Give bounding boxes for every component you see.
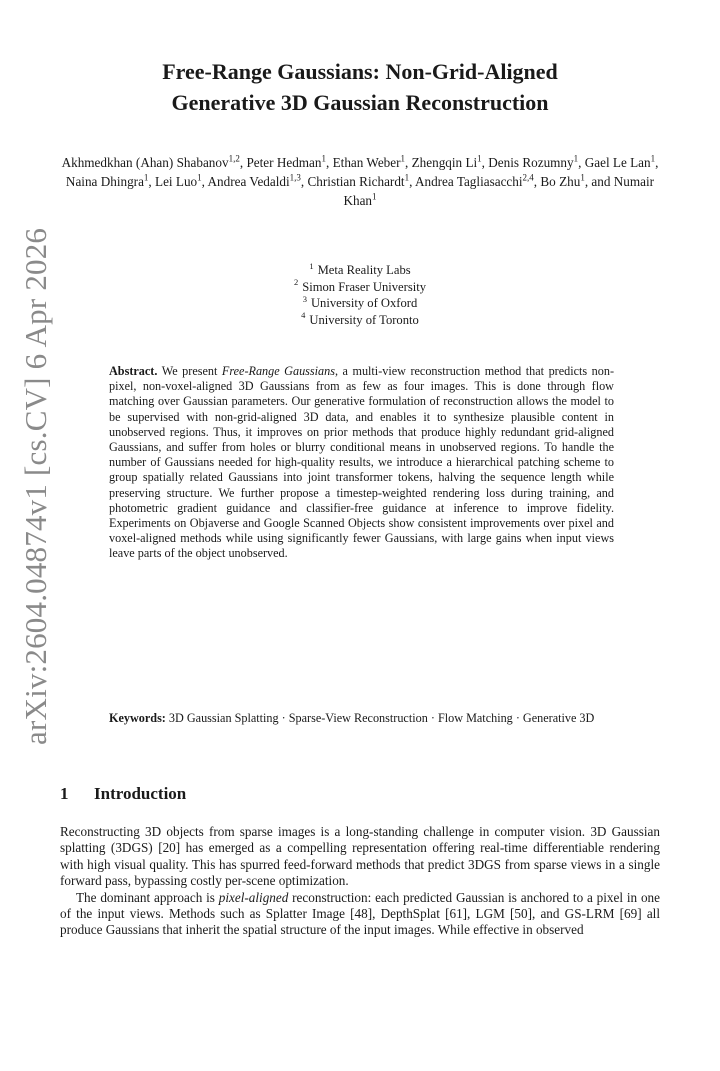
abstract-lead: We present bbox=[161, 364, 218, 378]
keywords-text: 3D Gaussian Splatting · Sparse-View Reconstruction · Flow Matching · Generative 3D bbox=[168, 711, 595, 725]
author-name: Christian Richardt bbox=[307, 174, 405, 189]
abstract-method-name: Free-Range Gaussians bbox=[221, 364, 335, 378]
author-affiliation-mark: 1 bbox=[404, 172, 410, 183]
author-name: Zhengqin Li bbox=[411, 155, 478, 170]
author-affiliation-mark: 1 bbox=[400, 153, 406, 164]
abstract-label: Abstract. bbox=[109, 364, 158, 378]
keywords-label: Keywords: bbox=[109, 711, 166, 725]
author-name: Gael Le Lan bbox=[584, 155, 651, 170]
intro-paragraph-2 bbox=[60, 890, 660, 939]
affiliation-number: 3 bbox=[302, 293, 307, 304]
section-number: 1 bbox=[60, 784, 69, 803]
author-list: Akhmedkhan (Ahan) Shabanov$^{1,2}$, Peter Hedman$^1$, Ethan Weber$^1$, Zhengqin Li$^1$, Denis Rozumny$^1$, Gael Le Lan$^1$, Naina Dhingra$^1$, Lei Luo$^1$, Andrea Vedaldi$^{1,3}$, Christian Richardt$^1$, Andrea Tagliasacchi$^{2,4}$, Bo Zhu$^1$, and Numair Khan$^1$ bbox=[61, 153, 659, 208]
intro-paragraph-1: Reconstructing 3D objects from sparse images is a long-standing challenge in computer vision. 3D Gaussian splatting (3DGS) [20] has emerged as a compelling representation offering real-time differentiable rendering with high visual quality. This has spurred feed-forward methods that predict 3DGS from sparse views in a single forward pass, bypassing costly per-scene optimization. bbox=[60, 824, 660, 889]
section-title: Introduction bbox=[94, 784, 187, 803]
author-affiliation-mark: 1 bbox=[197, 172, 202, 183]
intro-p2-emphasis: pixel-aligned bbox=[218, 889, 289, 905]
author-name: Andrea Vedaldi bbox=[207, 174, 290, 189]
affiliation-number: 4 bbox=[301, 310, 306, 321]
author-affiliation-mark: 1 bbox=[143, 172, 149, 183]
author-affiliation-mark: 1 bbox=[650, 153, 656, 164]
keywords bbox=[109, 711, 614, 726]
arxiv-identifier-stamp: arXiv:2604.04874v1 [cs.CV] 6 Apr 2026 bbox=[18, 227, 53, 745]
paper-title-line-1: Free-Range Gaussians: Non-Grid-Aligned bbox=[162, 59, 558, 84]
author-name: Peter Hedman bbox=[246, 155, 322, 170]
author-name: Akhmedkhan (Ahan) Shabanov bbox=[61, 155, 229, 170]
affiliation-row bbox=[160, 312, 560, 329]
affiliation-number: 1 bbox=[309, 260, 314, 271]
affiliation-row bbox=[160, 262, 560, 279]
author-affiliation-mark: 1 bbox=[580, 172, 585, 183]
affiliation-row bbox=[160, 295, 560, 312]
affiliation-name: Simon Fraser University bbox=[302, 279, 427, 294]
author-name: Naina Dhingra bbox=[65, 174, 144, 189]
affiliation-list bbox=[160, 262, 560, 328]
author-affiliation-mark: 1,2 bbox=[228, 153, 240, 164]
intro-p2-body: reconstruction: each predicted Gaussian is anchored to a pixel in one of the input views. Methods such as Splatter Image [48], DepthSplat [61], LGM [50], and GS-LRM [69] all produce Gaussians that inherit the spatial structure of the input images. While effective in observed bbox=[60, 889, 660, 938]
author-affiliation-mark: 2,4 bbox=[522, 172, 534, 183]
abstract bbox=[109, 364, 614, 562]
author-affiliation-mark: 1,3 bbox=[289, 172, 301, 183]
affiliation-row bbox=[160, 279, 560, 296]
paper-title bbox=[60, 56, 660, 118]
affiliation-name: University of Oxford bbox=[310, 296, 418, 310]
author-affiliation-mark: 1 bbox=[477, 153, 482, 164]
author-name: Numair Khan bbox=[343, 174, 655, 208]
abstract-body: , a multi-view reconstruction method that predicts non-pixel, non-voxel-aligned 3D Gaussians from as few as four images. This is done through flow matching over Gaussian parameters. Our generative formulation of reconstruction allows the model to be supervised with non-grid-aligned 3D data, and enables it to synthesize plausible content in unobserved regions. Thus, it improves on prior methods that produce highly redundant grid-aligned Gaussians, and suffer from holes or blurry conditional means in unobserved regions. To handle the number of Gaussians needed for high-quality results, we introduce a hierarchical patching scheme to group spatially related Gaussians into joint transformer tokens, halving the sequence length while preserving structure. We further propose a timestep-weighted rendering loss during training, and photometric gradient guidance and classifier-free guidance at inference to improve fidelity. Experiments on Objaverse and Google Scanned Objects show consistent improvements over pixel and voxel-aligned methods while using significantly fewer Gaussians, with large gains when input views leave parts of the object unobserved. bbox=[109, 364, 615, 561]
author-name: Lei Luo bbox=[155, 174, 198, 189]
affiliation-name: University of Toronto bbox=[309, 312, 419, 327]
section-heading-introduction bbox=[60, 784, 186, 804]
intro-p2-lead: The dominant approach is bbox=[76, 889, 215, 905]
affiliation-number: 2 bbox=[293, 277, 299, 288]
author-affiliation-mark: 1 bbox=[372, 191, 377, 202]
author-affiliation-mark: 1 bbox=[573, 153, 579, 164]
author-affiliation-mark: 1 bbox=[321, 153, 327, 164]
paper-title-line-2: Generative 3D Gaussian Reconstruction bbox=[171, 90, 549, 115]
author-name: Denis Rozumny bbox=[488, 155, 574, 170]
affiliation-name: Meta Reality Labs bbox=[317, 263, 411, 277]
introduction-body bbox=[60, 824, 660, 939]
author-name: Andrea Tagliasacchi bbox=[414, 174, 523, 189]
author-name: Ethan Weber bbox=[332, 155, 401, 170]
author-name: Bo Zhu bbox=[540, 174, 581, 189]
